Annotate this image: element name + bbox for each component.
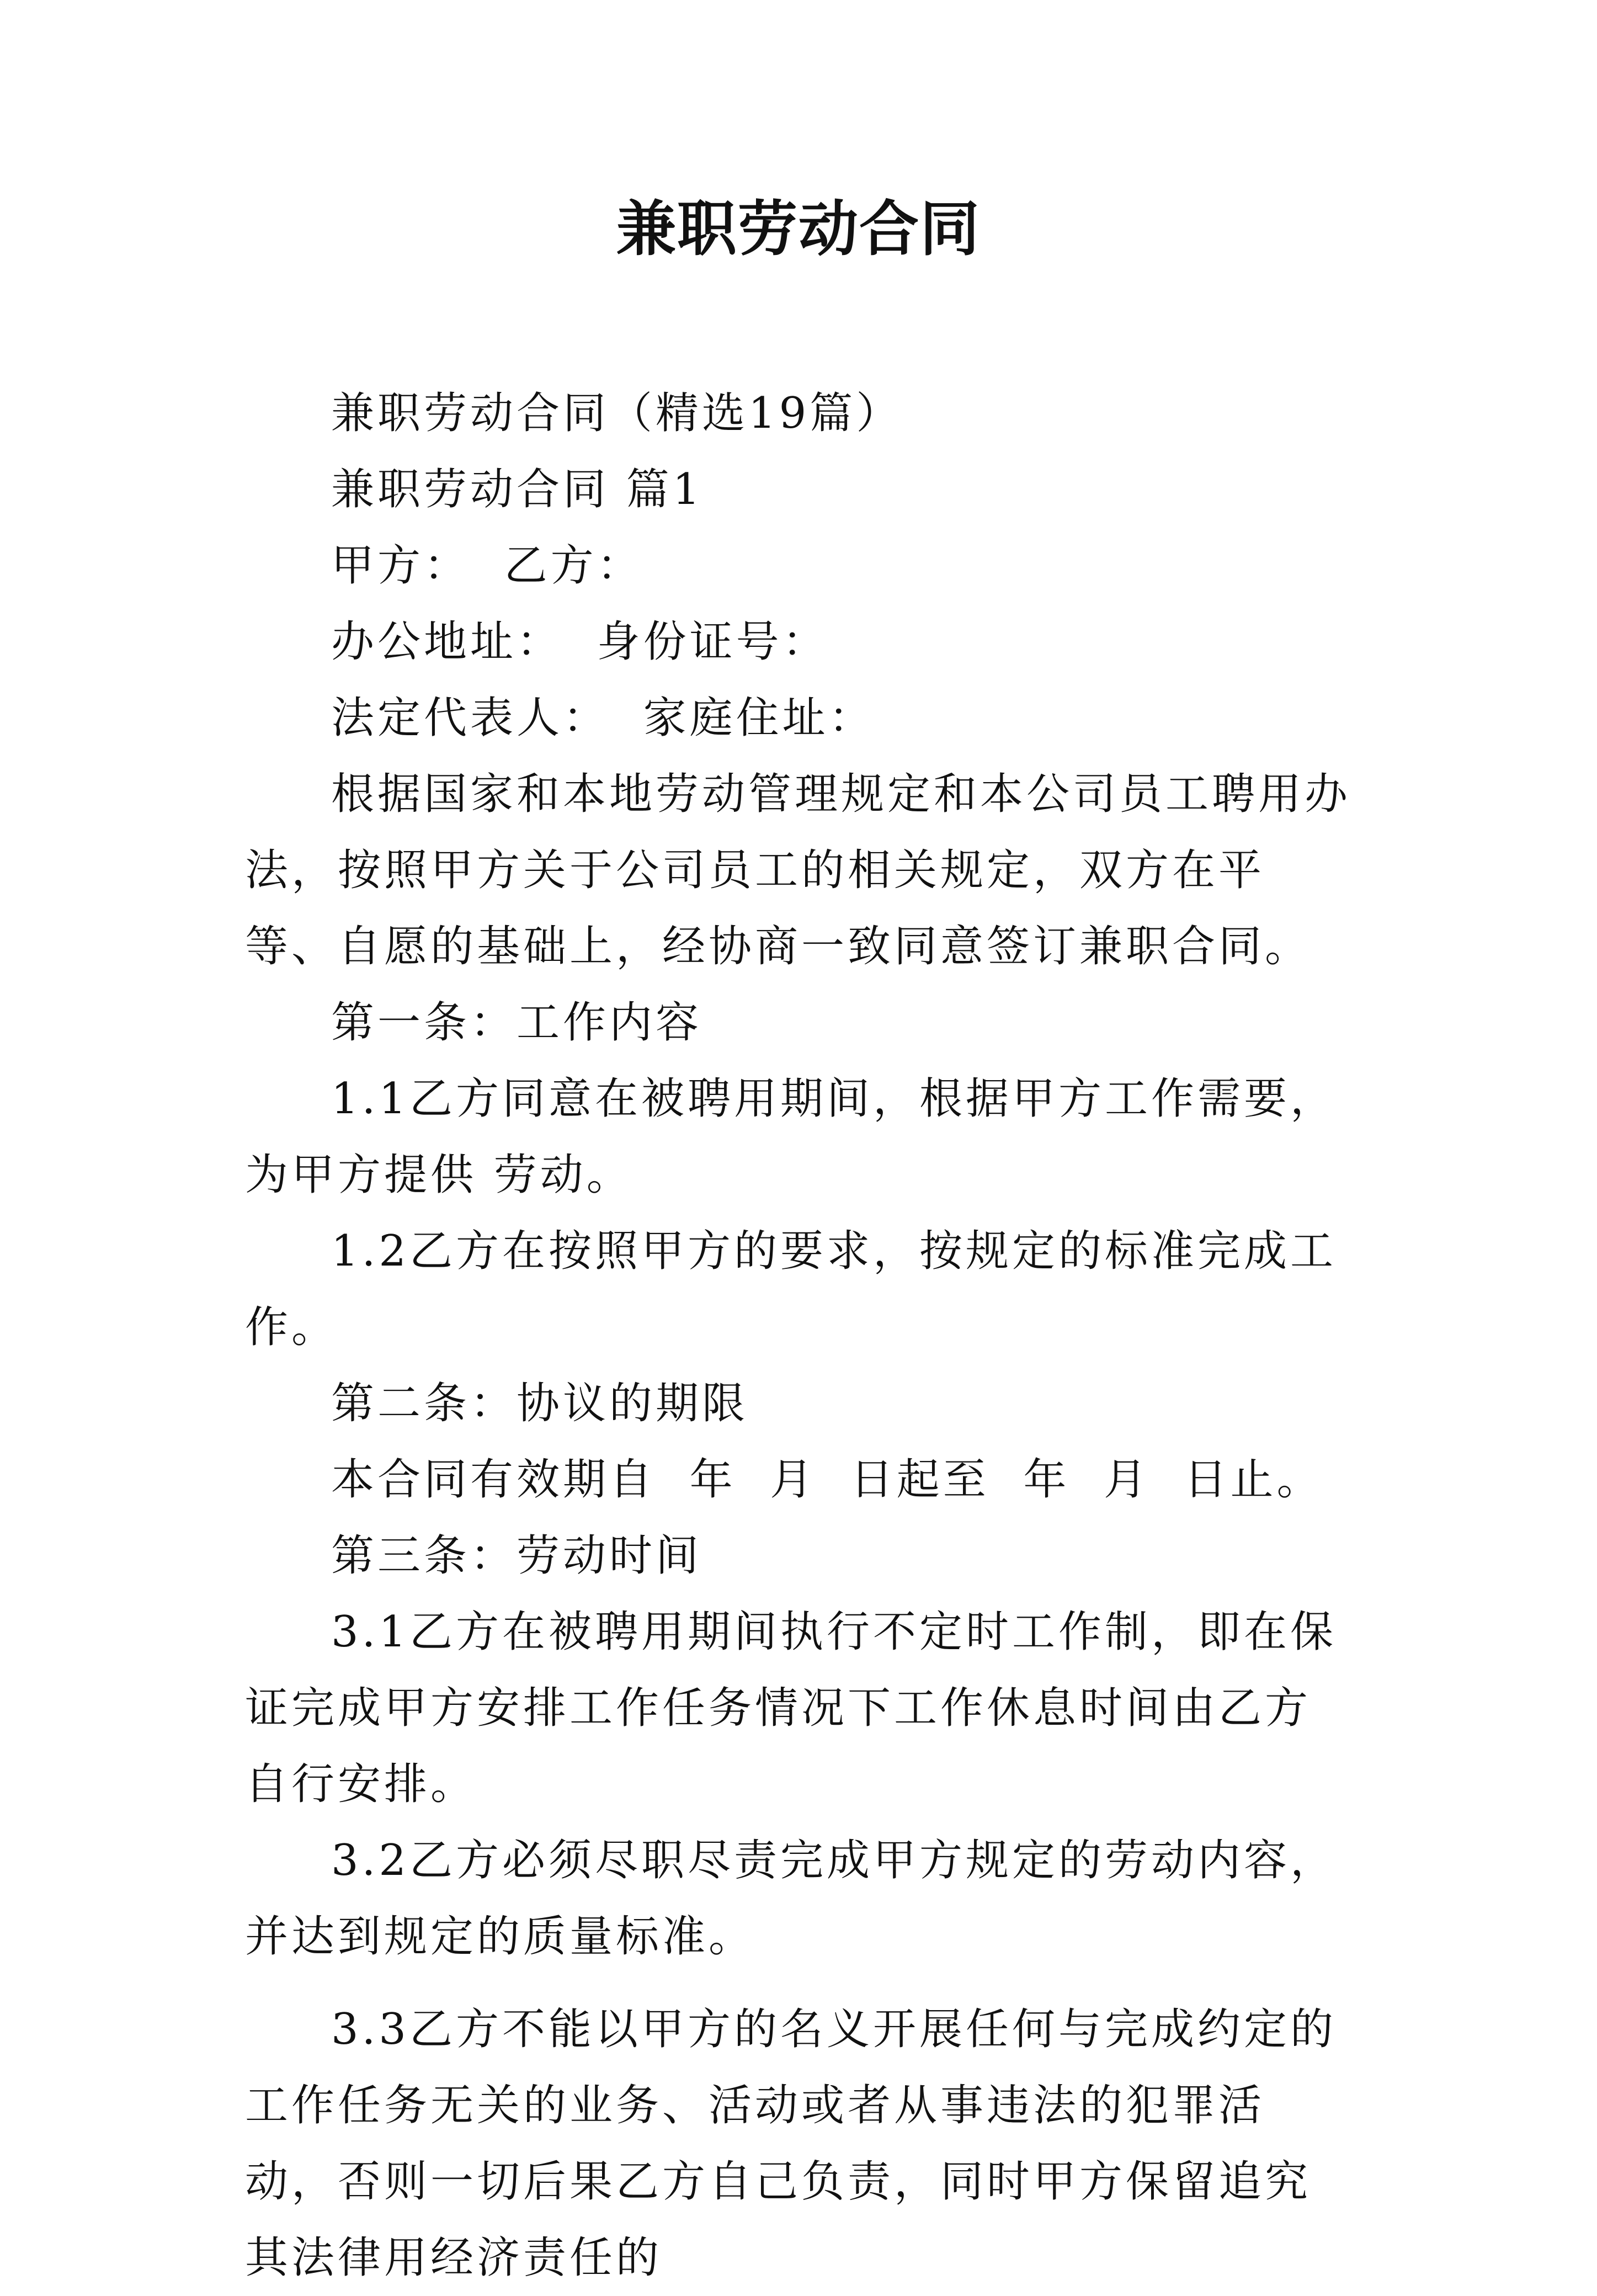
- paragraph-3-2: 3.2乙方必须尽职尽责完成甲方规定的劳动内容，并达到规定的质量标准。: [245, 1836, 1337, 1962]
- paragraph-representative-home: 法定代表人： 家庭住址：: [331, 693, 875, 743]
- paragraph-term: 本合同有效期自 年 月 日起至 年 月 日止。: [331, 1455, 1323, 1505]
- document-body: [245, 375, 1354, 2296]
- paragraph-3-1: 3.1乙方在被聘用期间执行不定时工作制，即在保证完成甲方安排工作任务情况下工作休息时间由乙方自行安排。: [245, 1607, 1337, 1809]
- paragraph-address-id: 办公地址： 身份证号：: [331, 617, 829, 667]
- document-title: 兼职劳动合同: [616, 194, 981, 264]
- paragraph-article-1-heading: 第一条：工作内容: [331, 998, 702, 1048]
- paragraph-subtitle: 兼职劳动合同（精选19篇）: [331, 389, 903, 438]
- paragraph-parties: 甲方： 乙方：: [331, 541, 643, 591]
- paragraph-article-2-heading: 第二条：协议的期限: [331, 1379, 749, 1428]
- paragraph-article-3-heading: 第三条：劳动时间: [331, 1531, 702, 1581]
- paragraph-section-heading: 兼职劳动合同 篇1: [331, 465, 704, 514]
- paragraph-preamble: 根据国家和本地劳动管理规定和本公司员工聘用办法，按照甲方关于公司员工的相关规定，双方在平等、自愿的基础上，经协商一致同意签订兼职合同。: [245, 769, 1351, 971]
- paragraph-3-3: 3.3乙方不能以甲方的名义开展任何与完成约定的工作任务无关的业务、活动或者从事违法的犯罪活动，否则一切后果乙方自己负责，同时甲方保留追究其法律用经济责任的: [245, 2005, 1337, 2283]
- paragraph-1-2: 1.2乙方在按照甲方的要求，按规定的标准完成工作。: [245, 1226, 1337, 1352]
- paragraph-1-1: 1.1乙方同意在被聘用期间，根据甲方工作需要，为甲方提供 劳动。: [245, 1074, 1337, 1200]
